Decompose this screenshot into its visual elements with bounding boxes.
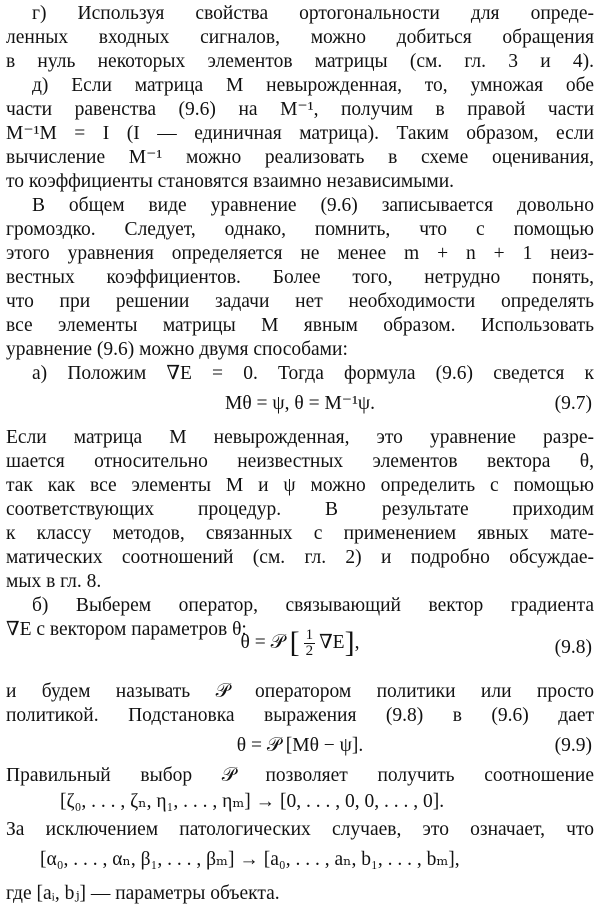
text-line: вычисление M⁻¹ можно реализовать в схеме оценивания, bbox=[6, 147, 594, 168]
text-line: этого уравнения определяется не менее m + n + 1 неиз- bbox=[6, 243, 594, 264]
equation-9-9 bbox=[6, 734, 594, 760]
book-page bbox=[6, 0, 594, 921]
equation-body: θ = 𝒫 [Mθ − ψ]. bbox=[236, 735, 364, 756]
text-line: Правильный выбор 𝒫 позволяет получить соотношение bbox=[6, 765, 594, 786]
equation-body: Mθ = ψ, θ = M⁻¹ψ. bbox=[224, 393, 376, 414]
gradient-term: ∇E bbox=[319, 631, 345, 653]
text-line: д) Если матрица M невырожденная, то, умножая обе bbox=[32, 75, 594, 96]
text-line: В общем виде уравнение (9.6) записывается довольно bbox=[32, 195, 594, 216]
text-line: где [aᵢ, bⱼ] — параметры объекта. bbox=[6, 883, 280, 904]
text-line: то коэффициенты становятся взаимно независимыми. bbox=[6, 171, 455, 192]
text-line: все элементы матрицы M явным образом. Использовать bbox=[6, 315, 594, 336]
text-line: б) Выберем оператор, связывающий вектор градиента bbox=[32, 595, 594, 616]
text-line: политикой. Подстановка выражения (9.8) в (9.6) дает bbox=[6, 705, 594, 726]
equation-tail: , bbox=[354, 631, 360, 653]
text-line: вестных коэффициентов. Более того, нетрудно понять, bbox=[6, 267, 594, 288]
text-line: к классу методов, связанных с применением явных мате- bbox=[6, 523, 594, 544]
text-line: ленных входных сигналов, можно добиться обращения bbox=[6, 27, 594, 48]
text-line: соответствующих процедур. В результате приходим bbox=[6, 499, 594, 520]
text-line: шается относительно неизвестных элементов вектора θ, bbox=[6, 451, 594, 472]
equation-number: (9.7) bbox=[554, 393, 592, 414]
text-line: в нуль некоторых элементов матрицы (см. гл. 3 и 4). bbox=[6, 51, 594, 72]
text-line: мых в гл. 8. bbox=[6, 571, 102, 592]
text-line: ∇E с вектором параметров θ: bbox=[6, 619, 247, 640]
right-bracket: ] bbox=[344, 626, 355, 660]
equation-number: (9.9) bbox=[554, 735, 592, 756]
equation-9-8 bbox=[6, 622, 594, 668]
relation-alpha-beta: [α₀, . . . , αₙ, β₁, . . . , βₘ] → [a₀, . . . , aₙ, b₁, . . . , bₘ], bbox=[40, 849, 460, 870]
text-line: За исключением патологических случаев, это означает, что bbox=[6, 819, 594, 840]
equation-number: (9.8) bbox=[554, 637, 592, 658]
text-line: M⁻¹M = I (I — единичная матрица). Таким образом, если bbox=[6, 123, 594, 144]
left-bracket: [ bbox=[289, 626, 300, 660]
equation-9-7 bbox=[6, 392, 594, 418]
fraction-numerator: 1 bbox=[305, 627, 314, 643]
equation-lhs: θ = 𝒫 bbox=[240, 631, 285, 653]
text-line: что при решении задачи нет необходимости определять bbox=[6, 291, 594, 312]
text-line: так как все элементы M и ψ можно определить с помощью bbox=[6, 475, 594, 496]
relation-zeta-eta: [ζ₀, . . . , ζₙ, η₁, . . . , ηₘ] → [0, . . . , 0, 0, . . . , 0]. bbox=[60, 791, 445, 812]
text-line: матических соотношений (см. гл. 2) и подробно обсуждае- bbox=[6, 547, 594, 568]
text-line: и будем называть 𝒫 оператором политики или просто bbox=[6, 681, 594, 702]
fraction bbox=[304, 628, 316, 659]
text-line: части равенства (9.6) на M⁻¹, получим в правой части bbox=[6, 99, 594, 120]
text-line: уравнение (9.6) можно двумя способами: bbox=[6, 339, 348, 360]
text-line: а) Положим ∇E = 0. Тогда формула (9.6) сведется к bbox=[32, 363, 594, 384]
text-line: г) Используя свойства ортогональности для опреде- bbox=[32, 3, 594, 24]
equation-body bbox=[6, 628, 594, 659]
text-line: Если матрица M невырожденная, это уравнение разре- bbox=[6, 427, 594, 448]
text-line: громоздко. Следует, однако, помнить, что с помощью bbox=[6, 219, 594, 240]
fraction-denominator: 2 bbox=[305, 643, 314, 659]
